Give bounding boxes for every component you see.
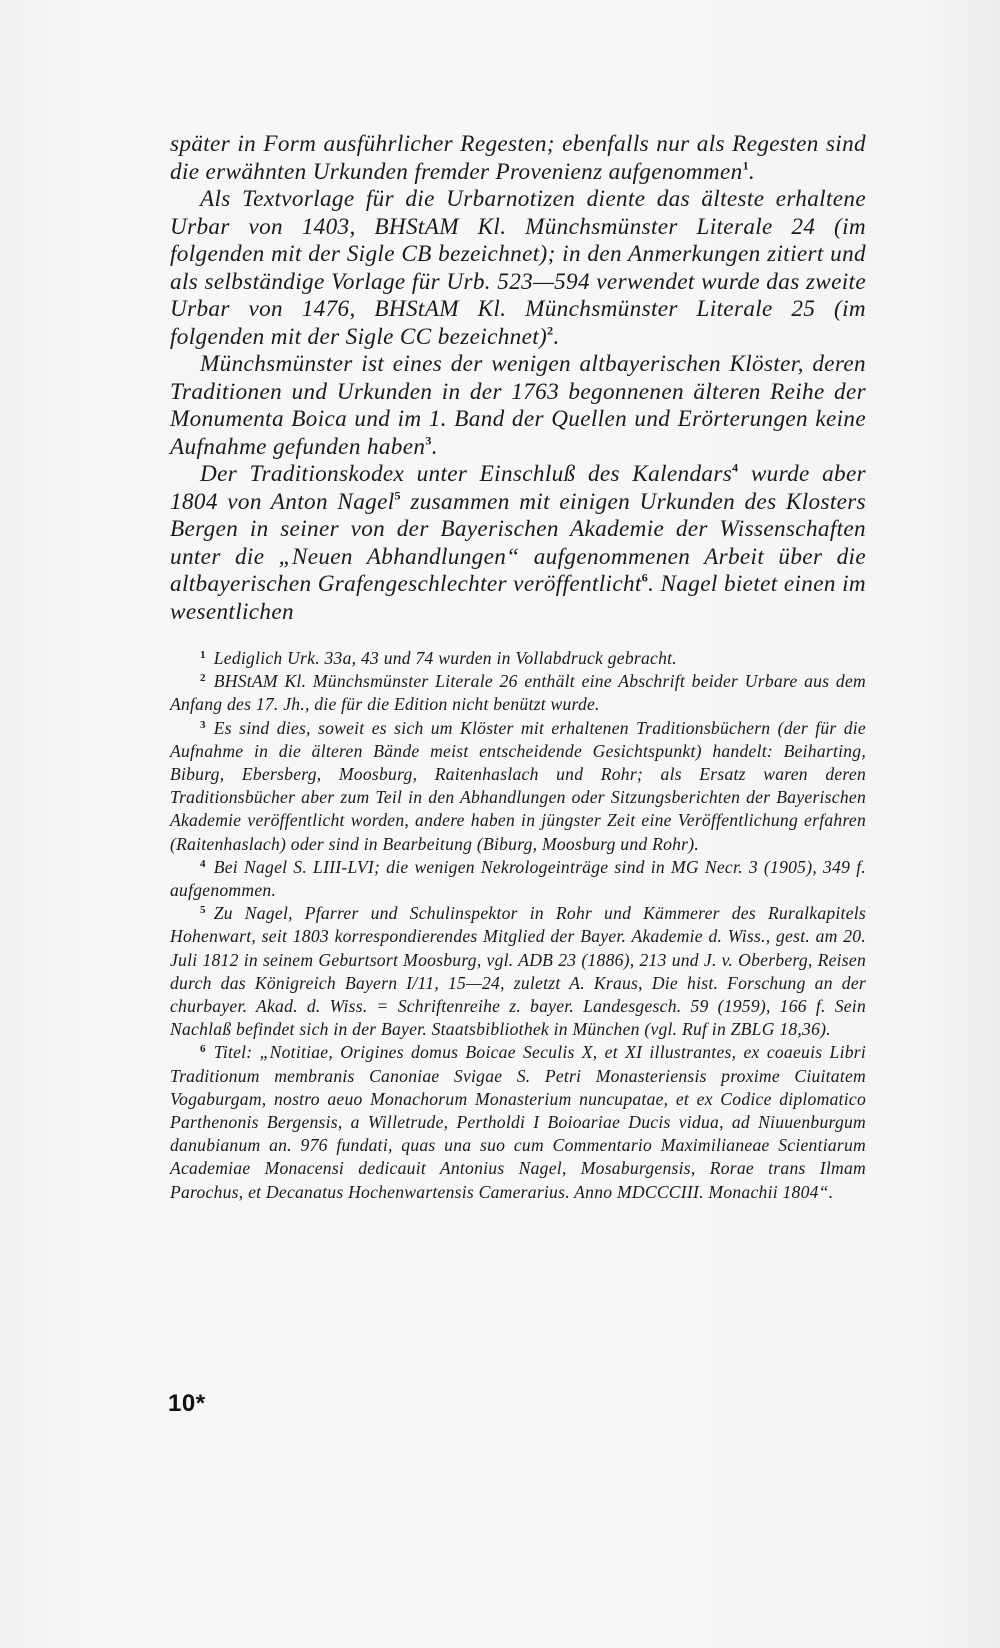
footnote-ref-4[interactable]: 4	[732, 460, 739, 475]
footnote-mark: 1	[200, 648, 206, 661]
paragraph-4: Der Traditionskodex unter Einschluß des Kalendars$^4$ wurde aber 1804 von Anton Nagel$^5$ zusammen mit einigen Urkunden des Klosters Bergen in seiner von der Bayerischen Akademie der Wissenschaften unter die „Neuen Abhandlungen“ aufgenommenen Arbeit über die altbayerischen Grafengeschlechter veröffentlicht$^6$. Nagel bietet einen im wesentlichen	[170, 460, 867, 625]
paragraph-2: Als Textvorlage für die Urbarnotizen diente das älteste erhaltene Urbar von 1403, BHStAM Kl. Münchsmünster Literale 24 (im folgenden mit der Sigle CB bezeichnet); in den Anmerkungen zitiert und als selbständige Vorlage für Urb. 523—594 verwendet wurde das zweite Urbar von 1476, BHStAM Kl. Münchsmünster Literale 25 (im folgenden mit der Sigle CC bezeichnet)$^2$.	[170, 186, 866, 350]
page-content	[170, 131, 866, 1204]
footnote-text: Zu Nagel, Pfarrer und Schulinspektor in Rohr und Kämmerer des Ruralkapitels Hohenwart, seit 1803 korrespondierendes Mitglied der Bayer. Akademie d. Wiss., gest. am 20. Juli 1812 in seinem Geburtsort Moosburg, vgl. ADB 23 (1886), 213 und J. v. Oberberg, Reisen durch das Königreich Bayern I/11, 15—24, zuletzt A. Kraus, Die hist. Forschung an der churbayer. Akad. d. Wiss. = Schriftenreihe z. bayer. Landesgesch. 59 (1959), 166 f. Sein Nachlaß befindet sich in der Bayer. Staatsbibliothek in München (vgl. Ruf in ZBLG 18,36).	[170, 903, 866, 1040]
footnote-text: Lediglich Urk. 33a, 43 und 74 wurden in Vollabdruck gebracht.	[213, 648, 677, 668]
paragraph-3: Münchsmünster ist eines der wenigen altbayerischen Klöster, deren Traditionen und Urkunden in der 1763 begonnenen älteren Reihe der Monumenta Boica und im 1. Band der Quellen und Erörterungen keine Aufnahme gefunden haben$^3$.	[170, 351, 866, 460]
footnote-5	[170, 902, 866, 1041]
footnote-mark: 6	[200, 1043, 206, 1056]
footnote-2	[170, 670, 866, 716]
footnote-ref-5[interactable]: 5	[394, 487, 401, 502]
footnote-mark: 3	[200, 718, 206, 731]
footnote-mark: 2	[200, 672, 206, 685]
footnote-3	[170, 717, 866, 856]
footnote-mark: 4	[200, 857, 206, 870]
footnote-ref-6[interactable]: 6	[641, 570, 649, 585]
footnote-mark: 5	[200, 904, 206, 917]
footnote-4	[170, 856, 866, 902]
footnote-ref-3[interactable]: 3	[425, 432, 432, 447]
page-number: 10*	[168, 1390, 206, 1417]
main-text	[170, 131, 866, 626]
paragraph-1: später in Form ausführlicher Regesten; ebenfalls nur als Regesten sind die erwähnten Urkunden fremder Provenienz aufgenommen$^1$.	[170, 131, 866, 185]
footnotes	[170, 647, 866, 1204]
footnote-6	[170, 1041, 866, 1203]
footnote-text: Bei Nagel S. LIII-LVI; die wenigen Nekrologeinträge sind in MG Necr. 3 (1905), 349 f. aufgenommen.	[170, 856, 866, 901]
footnote-ref-2[interactable]: 2	[547, 322, 554, 337]
footnote-1	[170, 647, 866, 670]
footnote-ref-1[interactable]: 1	[742, 157, 749, 172]
footnote-text: Titel: „Notitiae, Origines domus Boicae Seculis X, et XI illustrantes, ex coaeuis Libri Traditionum membranis Canoniae Svigae S. Petri Monasteriensis proxime Ciuitatem Vogaburgam, nostro aeuo Monachorum Monasterium nuncupatae, et ex Codice diplomatico Parthenonis Bergensis, a Willetrude, Pertholdi I Boioariae Ducis vidua, ad Niuuenburgum danubianum an. 976 fundati, quas una suo cum Commentario Maximilianeae Scientiarum Academiae Monacensi dedicauit Antonius Nagel, Mosaburgensis, Rorae trans Ilmam Parochus, et Decanatus Hochenwartensis Camerarius. Anno MDCCCIII. Monachii 1804“.	[170, 1042, 866, 1202]
footnote-text: Es sind dies, soweit es sich um Klöster mit erhaltenen Traditionsbüchern (der für die Aufnahme in die älteren Bände meist entscheidende Gesichtspunkt) handelt: Beiharting, Biburg, Ebersberg, Moosburg, Raitenhaslach und Rohr; als Ersatz waren deren Traditionsbücher aber zum Teil in den Abhandlungen oder Sitzungsberichten der Bayerischen Akademie veröffentlicht worden, andere haben in jüngster Zeit eine Veröffentlichung erfahren (Raitenhaslach) oder sind in Bearbeitung (Biburg, Moosburg und Rohr).	[170, 717, 866, 854]
footnote-text: BHStAM Kl. Münchsmünster Literale 26 enthält eine Abschrift beider Urbare aus dem Anfang des 17. Jh., die für die Edition nicht benützt wurde.	[170, 671, 866, 715]
